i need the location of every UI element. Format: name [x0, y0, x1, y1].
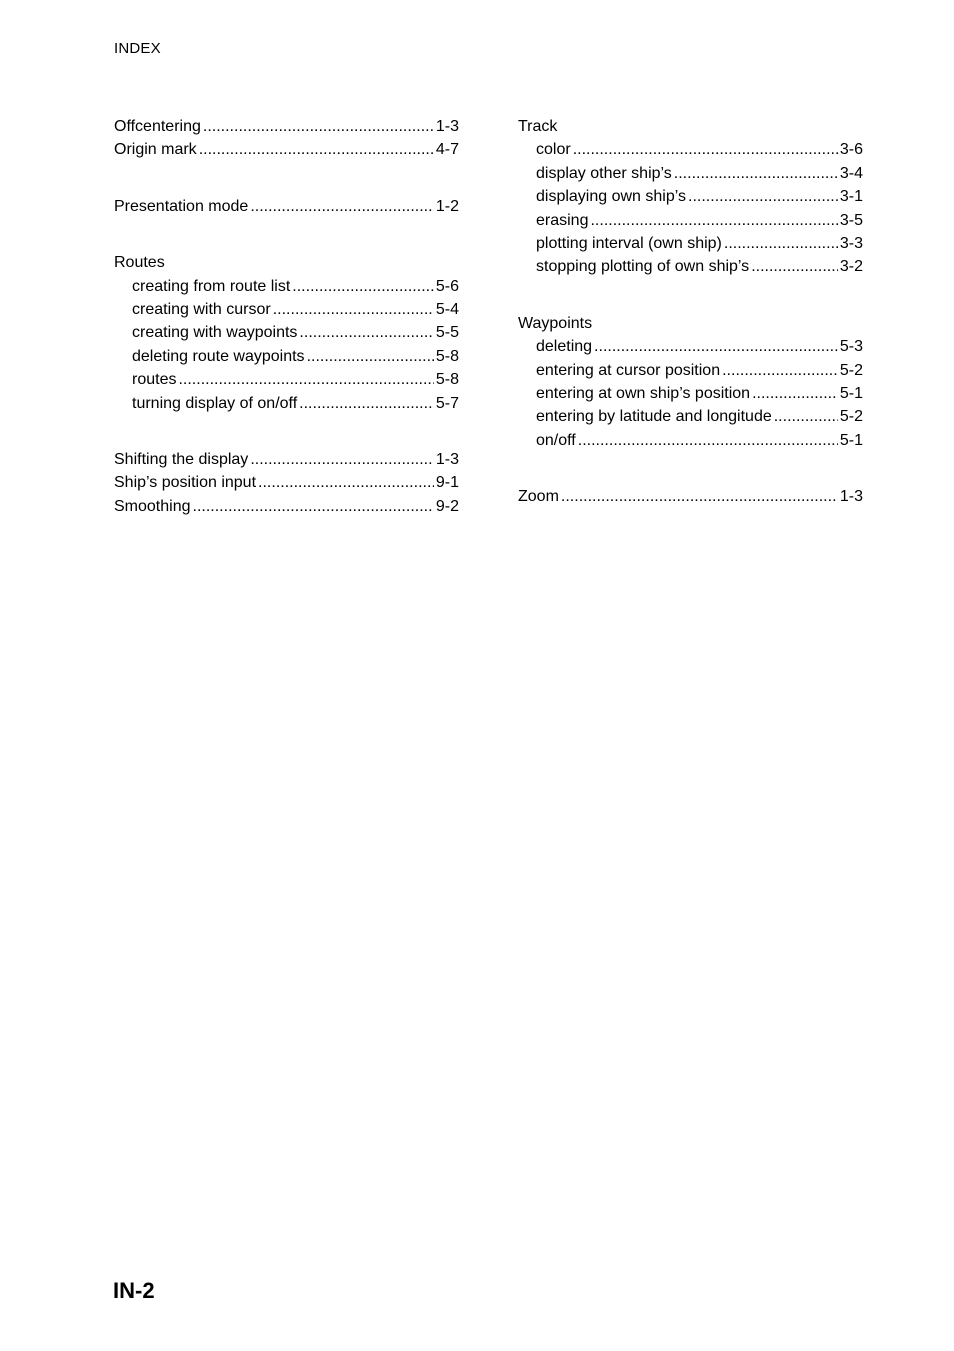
index-term: Offcentering: [114, 118, 201, 135]
index-page-ref: 5-2: [839, 361, 863, 379]
index-term: display other ship’s: [536, 164, 672, 182]
index-term: on/off: [536, 431, 576, 449]
index-page-ref: 5-8: [435, 347, 459, 365]
index-term: entering by latitude and longitude: [536, 408, 772, 426]
dot-leader: [250, 448, 434, 471]
page-number: IN-2: [113, 1278, 155, 1303]
index-subentry[interactable]: [518, 209, 863, 232]
index-term: Origin mark: [114, 141, 197, 159]
index-column-right: [518, 115, 863, 508]
index-group-s: [114, 448, 459, 518]
index-page-ref: 3-2: [839, 258, 863, 276]
dot-leader: [292, 275, 434, 298]
dot-leader: [193, 495, 434, 518]
index-term: Smoothing: [114, 497, 191, 515]
index-page-ref: 1-3: [839, 488, 863, 506]
index-page-ref: 1-3: [435, 450, 459, 468]
index-subentry[interactable]: [518, 382, 863, 405]
dot-leader: [250, 195, 434, 218]
index-term: deleting: [536, 338, 593, 356]
index-term: Ship’s position input: [114, 474, 257, 492]
index-subentry[interactable]: [518, 185, 863, 208]
index-page-ref: 3-3: [839, 234, 863, 252]
index-page-ref: 1-2: [435, 197, 459, 215]
index-term: entering at cursor position: [536, 361, 721, 379]
index-subentry[interactable]: [114, 392, 459, 415]
dot-leader: [752, 382, 838, 405]
index-page-ref: 5-3: [839, 338, 863, 356]
dot-leader: [299, 392, 434, 415]
index-term: Shifting the display: [114, 450, 249, 468]
index-entry-offcentering[interactable]: [114, 115, 459, 138]
index-term: plotting interval (own ship): [536, 234, 722, 252]
dot-leader: [594, 335, 838, 358]
index-page-ref: 9-1: [435, 474, 459, 492]
index-entry-origin-mark[interactable]: [114, 138, 459, 161]
index-subentry[interactable]: [518, 162, 863, 185]
index-page-ref: 3-5: [839, 211, 863, 229]
index-group-routes: [114, 251, 459, 415]
index-subentry[interactable]: [518, 232, 863, 255]
index-page-ref: 9-2: [435, 497, 459, 515]
index-term: deleting route waypoints: [132, 347, 305, 365]
index-subentry[interactable]: [114, 345, 459, 368]
running-head: INDEX: [114, 40, 161, 57]
index-term: creating with cursor: [132, 300, 271, 318]
index-page-ref: 5-1: [839, 384, 863, 402]
index-page-ref: 3-6: [839, 141, 863, 159]
dot-leader: [299, 321, 433, 344]
index-group-z: [518, 485, 863, 508]
index-page-ref: 5-7: [435, 394, 459, 412]
index-subentry[interactable]: [114, 275, 459, 298]
index-subentry[interactable]: [518, 359, 863, 382]
index-term: turning display of on/off: [132, 394, 298, 412]
dot-leader: [590, 209, 837, 232]
index-group-o: [114, 115, 459, 162]
dot-leader: [258, 471, 434, 494]
dot-leader: [561, 485, 838, 508]
index-term: Presentation mode: [114, 197, 249, 215]
index-term: creating from route list: [132, 277, 291, 295]
index-column-left: [114, 115, 459, 518]
index-subentry[interactable]: [518, 335, 863, 358]
index-subentry[interactable]: [518, 255, 863, 278]
dot-leader: [307, 345, 434, 368]
index-page-ref: 5-8: [435, 371, 459, 389]
index-term: stopping plotting of own ship’s: [536, 258, 750, 276]
index-page-ref: 5-5: [435, 324, 459, 342]
index-term: color: [536, 141, 571, 159]
index-heading-waypoints: Waypoints: [518, 314, 593, 332]
index-term: creating with waypoints: [132, 324, 298, 342]
index-subentry[interactable]: [114, 321, 459, 344]
index-page-ref: 5-6: [435, 277, 459, 295]
index-term: entering at own ship’s position: [536, 384, 751, 402]
dot-leader: [722, 359, 838, 382]
index-heading-track: Track: [518, 118, 558, 135]
dot-leader: [273, 298, 434, 321]
index-term: Zoom: [518, 488, 559, 506]
index-page-ref: 5-4: [435, 300, 459, 318]
index-entry-smoothing[interactable]: [114, 495, 459, 518]
index-subentry[interactable]: [518, 138, 863, 161]
dot-leader: [578, 429, 838, 452]
index-page-ref: 4-7: [435, 141, 459, 159]
index-group-track: [518, 115, 863, 279]
dot-leader: [199, 138, 434, 161]
index-subentry[interactable]: [114, 298, 459, 321]
index-entry-ships-position-input[interactable]: [114, 471, 459, 494]
index-entry-presentation-mode[interactable]: [114, 195, 459, 218]
dot-leader: [724, 232, 838, 255]
dot-leader: [203, 115, 434, 138]
dot-leader: [688, 185, 838, 208]
dot-leader: [178, 368, 433, 391]
index-page-ref: 5-2: [839, 408, 863, 426]
index-term: displaying own ship’s: [536, 188, 687, 206]
index-page-ref: 1-3: [435, 118, 459, 135]
index-page-ref: 5-1: [839, 431, 863, 449]
dot-leader: [751, 255, 838, 278]
index-group-waypoints: [518, 312, 863, 452]
index-subentry[interactable]: [518, 429, 863, 452]
index-subentry[interactable]: [114, 368, 459, 391]
index-subentry[interactable]: [518, 405, 863, 428]
index-entry-zoom[interactable]: [518, 485, 863, 508]
dot-leader: [774, 405, 838, 428]
index-page-ref: 3-4: [839, 164, 863, 182]
dot-leader: [674, 162, 838, 185]
dot-leader: [573, 138, 838, 161]
index-group-p: [114, 195, 459, 218]
index-heading-routes: Routes: [114, 254, 165, 272]
index-entry-shifting-the-display[interactable]: [114, 448, 459, 471]
index-term: erasing: [536, 211, 589, 229]
index-page-ref: 3-1: [839, 188, 863, 206]
index-term: routes: [132, 371, 177, 389]
